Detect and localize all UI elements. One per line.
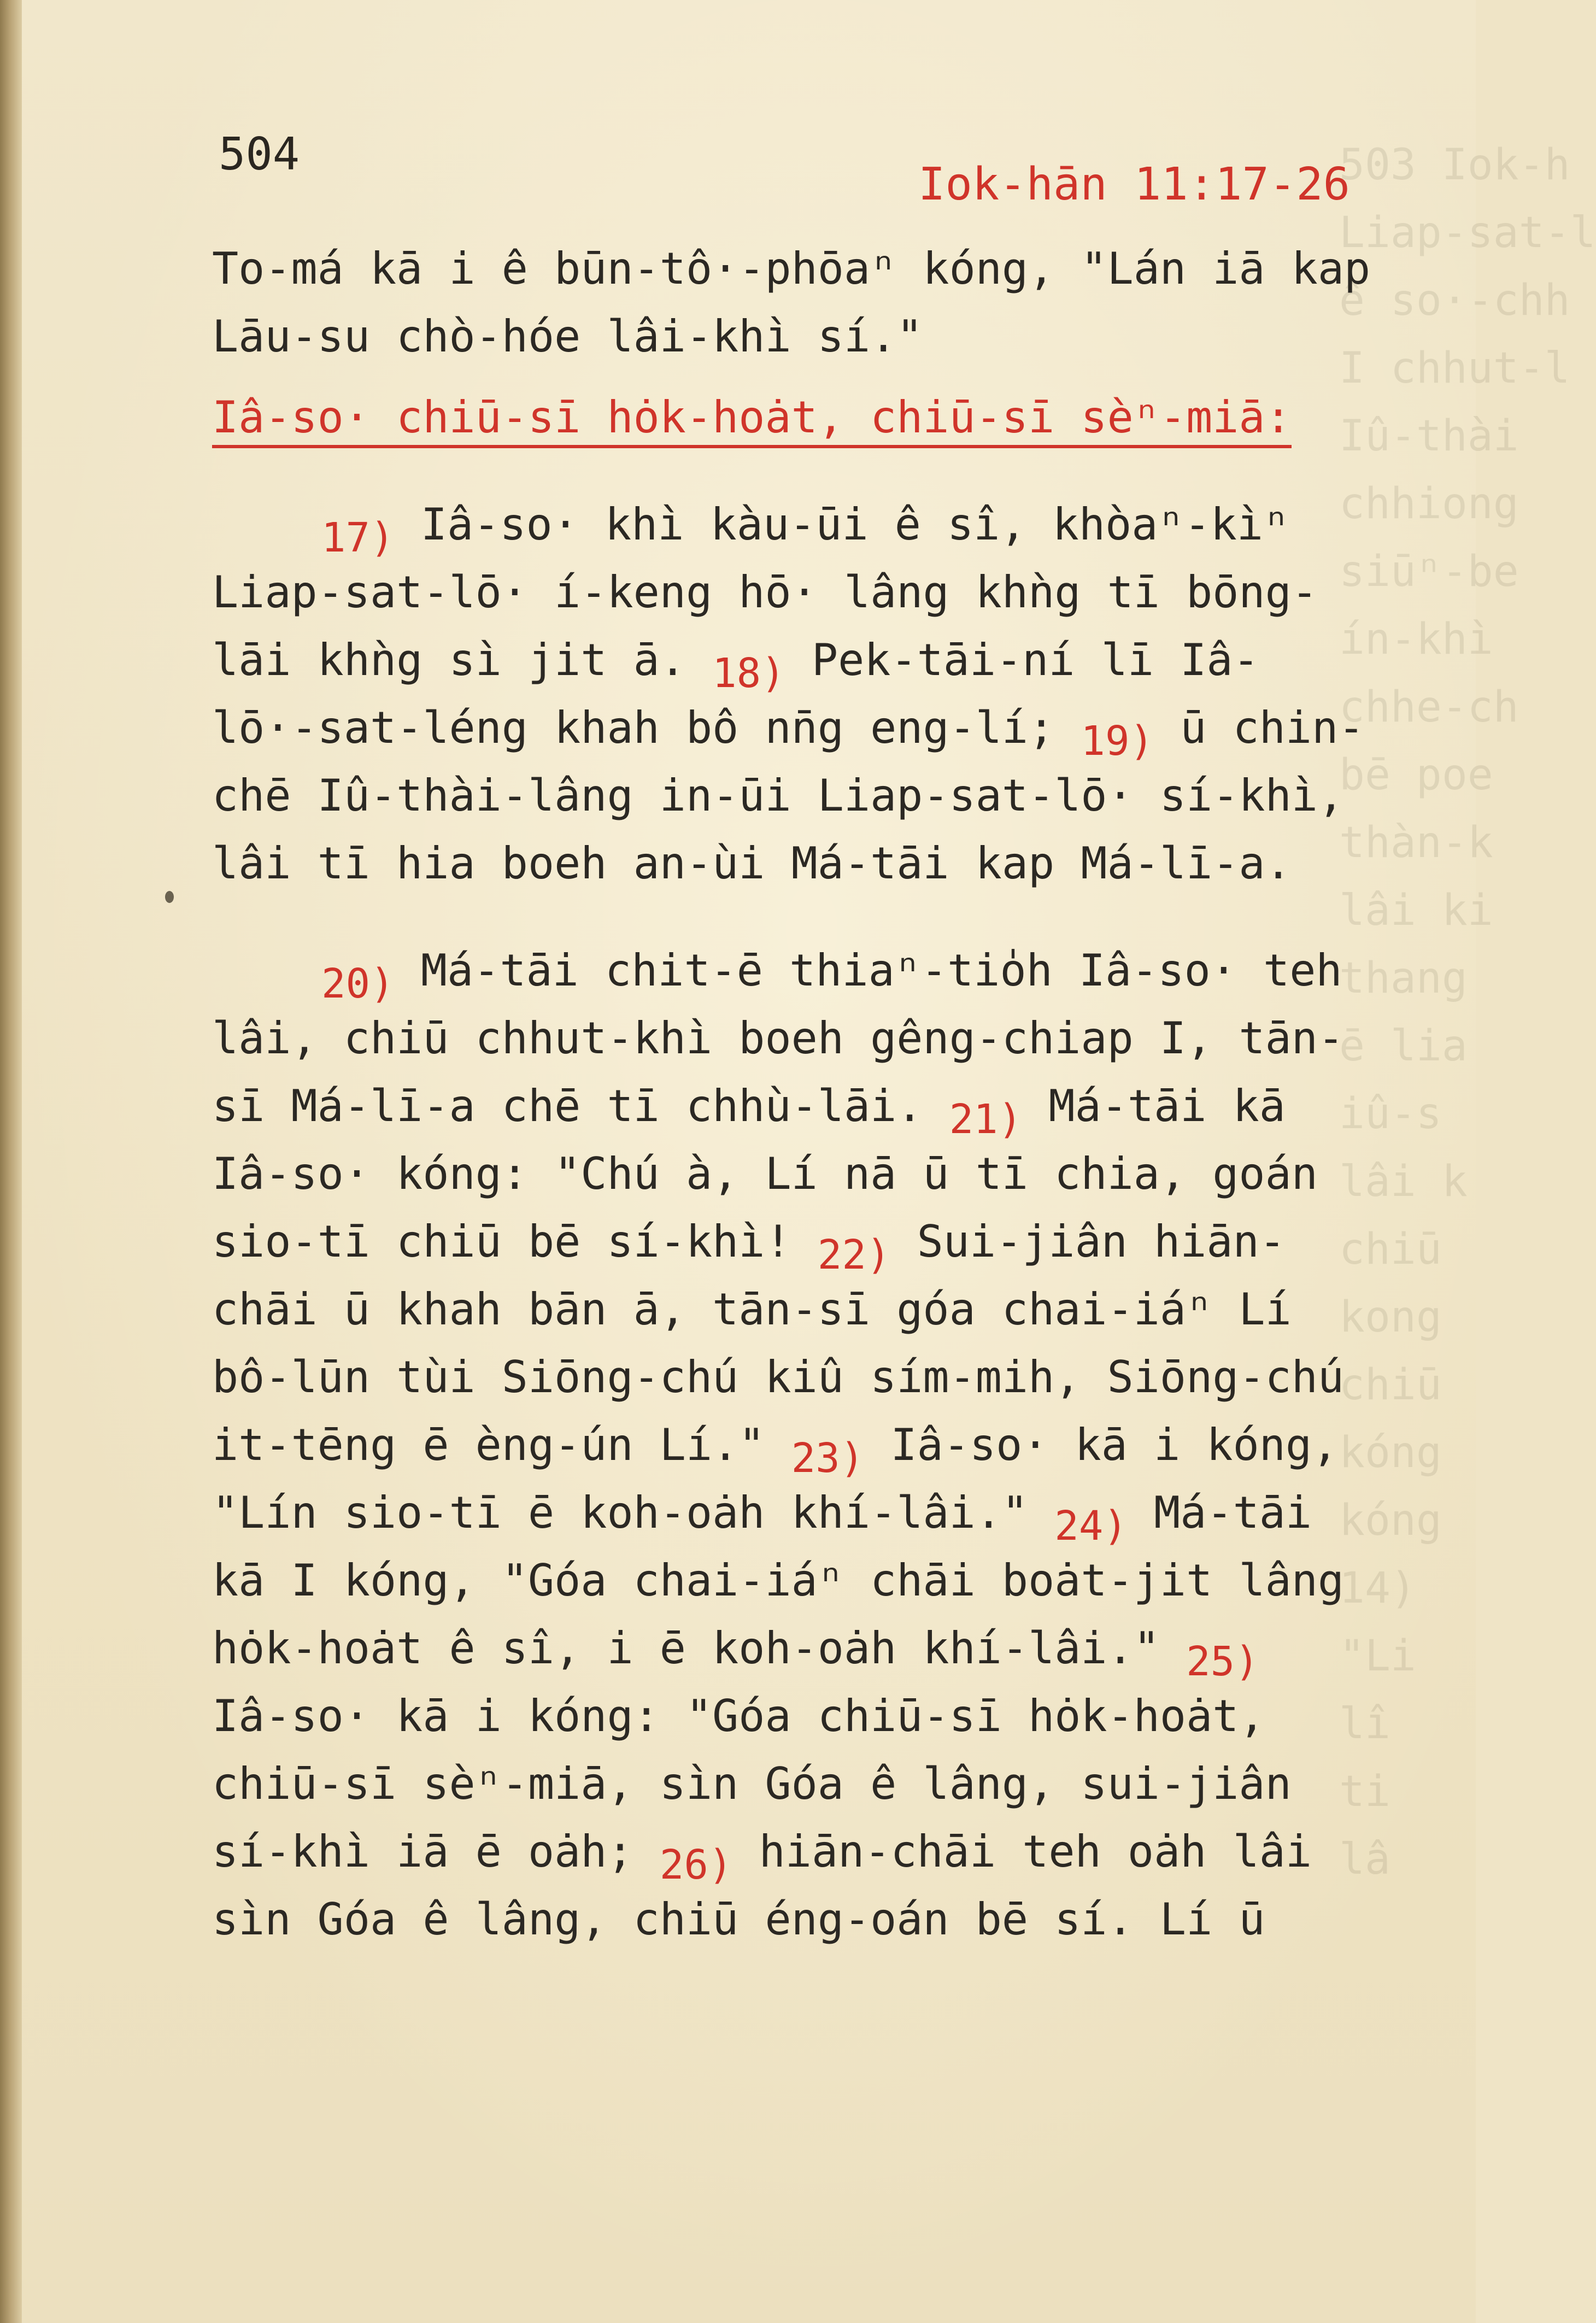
- verse-text: Iâ-so· kā i kóng,: [890, 1419, 1339, 1470]
- verse-text: sī Má-lī-a chē tī chhù-lāi.: [212, 1081, 923, 1131]
- verse-text: lāi khǹg sì jit ā.: [212, 635, 686, 685]
- verse-number: 21): [949, 1096, 1023, 1143]
- text-line: [212, 1208, 1442, 1276]
- verse-text: Má-tāi: [1154, 1487, 1312, 1538]
- text-line: [212, 694, 1442, 765]
- verse-text: Má-tāi chit-ē thiaⁿ-tio̍h Iâ-so· teh: [420, 945, 1342, 996]
- verse-number: 26): [659, 1841, 733, 1888]
- verse-text: sí-khì iā ē oȧh;: [212, 1826, 633, 1877]
- verse-text: Pek-tāi-ní lī Iâ-: [811, 635, 1259, 685]
- text-line: [212, 1411, 1442, 1482]
- verse-text: ū chin-: [1180, 702, 1365, 753]
- text-line: [212, 1615, 1442, 1685]
- text-line: chāi ū khah bān ā, tān-sī góa chai-iáⁿ Lí: [212, 1284, 1292, 1335]
- text-line: lâi tī hia boeh an-ùi Má-tāi kap Má-lī-a.: [212, 838, 1292, 889]
- text-block: [212, 235, 1442, 1954]
- text-line: [212, 937, 1442, 1005]
- text-line: Lāu-su chò-hóe lâi-khì sí.": [212, 311, 923, 362]
- verse-number: 25): [1186, 1638, 1259, 1685]
- verse-text: hȯk-hoȧt ê sî, i ē koh-oȧh khí-lâi.": [212, 1623, 1160, 1674]
- bleed-through-text: 503 Iok-h Liap-sat-l ê so·-chh I chhut-l Iû-thài chhiong siūⁿ-be ín-khì chhe-ch bē poe thàn-k lâi ki thang ē lia iû-s lâi k chiū kong chiū kóng kóng 14) "Li lî ti lâ: [1339, 140, 1596, 1884]
- section-heading-line: [212, 384, 1442, 451]
- verse-text: Sui-jiân hiān-: [917, 1216, 1286, 1267]
- verse-text: lō·-sat-léng khah bô nn̄g eng-lí;: [212, 702, 1055, 753]
- text-line: [212, 491, 1442, 559]
- margin-dot: [165, 891, 174, 903]
- page-number: 504: [219, 128, 300, 180]
- verse-text: Iâ-so· khì kàu-ūi ê sî, khòaⁿ-kìⁿ: [420, 499, 1290, 550]
- text-line: Liap-sat-lō· í-keng hō· lâng khǹg tī bōng-: [212, 567, 1318, 618]
- text-line: chē Iû-thài-lâng in-ūi Liap-sat-lō· sí-khì,: [212, 770, 1345, 821]
- running-head: Iok-hān 11:17-26: [918, 159, 1350, 210]
- text-line: chiū-sī sèⁿ-miā, sìn Góa ê lâng, sui-jiân: [212, 1758, 1292, 1809]
- verse-text: it-tēng ē èng-ún Lí.": [212, 1419, 765, 1470]
- text-line: kā I kóng, "Góa chai-iáⁿ chāi boȧt-jit lâng: [212, 1555, 1345, 1606]
- verse-number: 18): [712, 650, 785, 697]
- text-line: sìn Góa ê lâng, chiū éng-oán bē sí. Lí ū: [212, 1894, 1265, 1945]
- text-line: [212, 1479, 1442, 1550]
- binding-edge: [0, 0, 22, 2323]
- verse-number: 23): [791, 1435, 865, 1482]
- text-line: bô-lūn tùi Siōng-chú kiû sím-mih, Siōng-chú: [212, 1352, 1345, 1403]
- verse-number: 17): [321, 514, 395, 561]
- verse-text: Má-tāi kā: [1048, 1081, 1286, 1131]
- verse-number: 20): [321, 960, 395, 1007]
- text-line: lâi, chiū chhut-khì boeh gêng-chiap I, tān-: [212, 1013, 1345, 1064]
- text-line: To-má kā i ê būn-tô·-phōaⁿ kóng, "Lán iā kap: [212, 243, 1371, 294]
- verse-number: 24): [1054, 1503, 1128, 1550]
- verse-number: 22): [817, 1231, 891, 1278]
- verse-text: hiān-chāi teh oȧh lâi: [759, 1826, 1312, 1877]
- section-heading: Iâ-so· chiū-sī hȯk-hoȧt, chiū-sī sèⁿ-miā:: [212, 392, 1292, 448]
- text-line: Iâ-so· kā i kóng: "Góa chiū-sī hȯk-hoȧt,: [212, 1691, 1265, 1741]
- text-line: [212, 1818, 1442, 1886]
- text-line: [212, 1072, 1442, 1143]
- text-line: [212, 626, 1442, 697]
- verse-number: 19): [1081, 718, 1154, 765]
- verse-text: sio-tī chiū bē sí-khì!: [212, 1216, 791, 1267]
- text-line: Iâ-so· kóng: "Chú à, Lí nā ū tī chia, goán: [212, 1148, 1318, 1199]
- verse-text: "Lín sio-tī ē koh-oȧh khí-lâi.": [212, 1487, 1029, 1538]
